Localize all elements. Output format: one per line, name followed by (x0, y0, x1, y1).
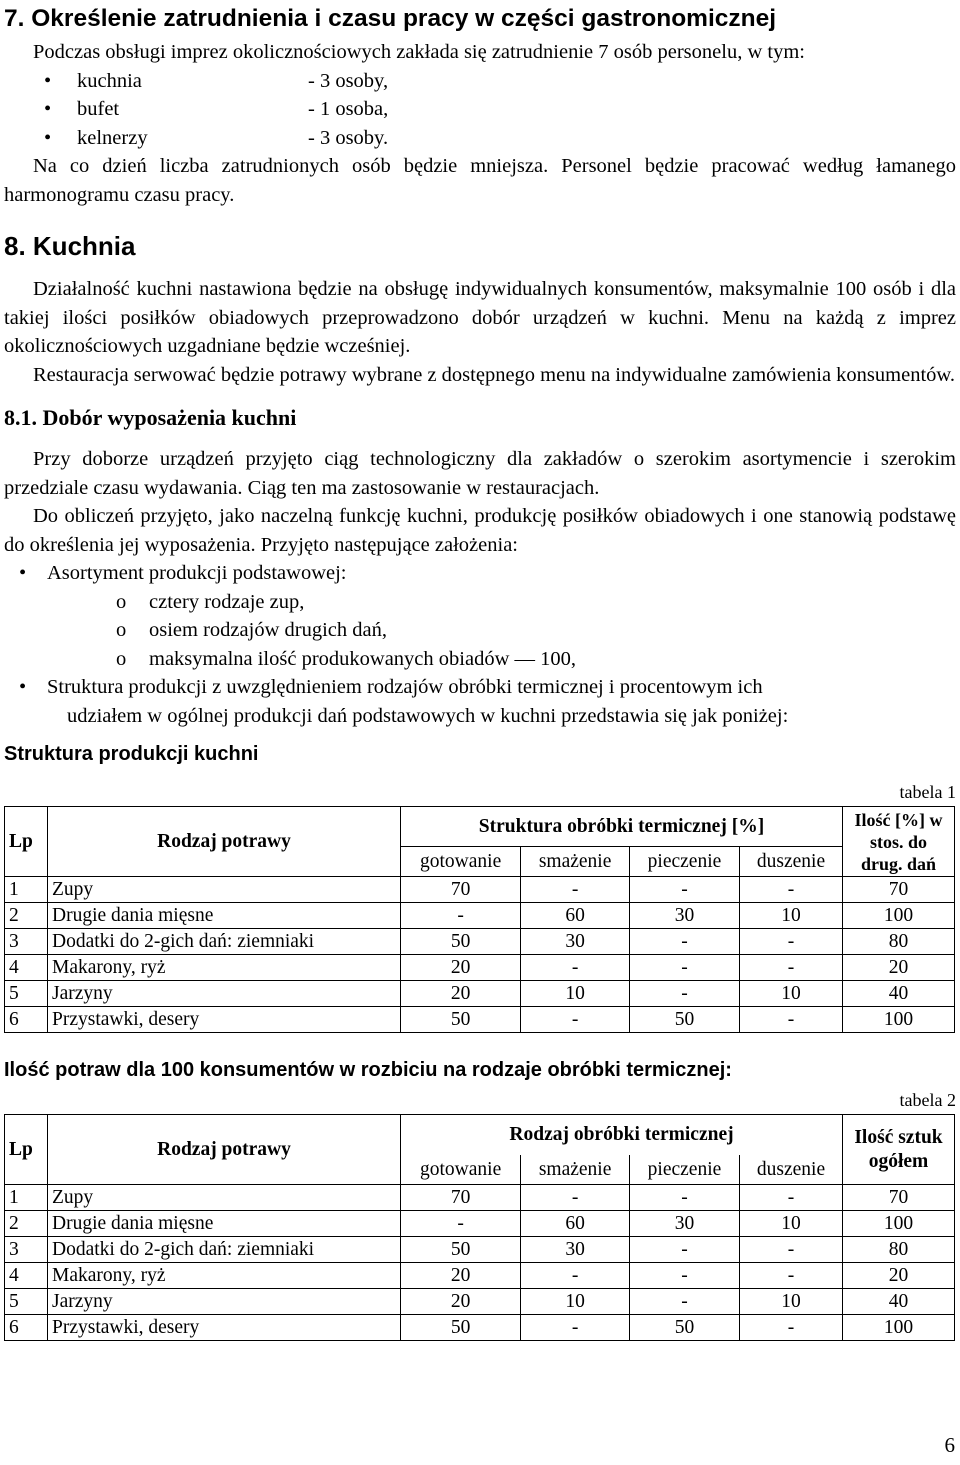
cell-value: - (740, 1185, 843, 1211)
cell-dish: Dodatki do 2-gich dań: ziemniaki (48, 1237, 401, 1263)
list-item (4, 95, 956, 124)
header-boiling: gotowanie (401, 847, 521, 877)
cell-lp: 5 (5, 981, 48, 1007)
table-row (5, 1211, 955, 1237)
cell-value: - (740, 1315, 843, 1341)
staff-count: - 1 osoba, (308, 98, 389, 120)
cell-value: - (740, 1263, 843, 1289)
cell-lp: 6 (5, 1007, 48, 1033)
cell-dish: Zupy (48, 877, 401, 903)
cell-value: 10 (740, 1211, 843, 1237)
cell-value: 20 (401, 1289, 521, 1315)
cell-value: - (740, 1237, 843, 1263)
cell-value: - (629, 1263, 739, 1289)
table-row (5, 903, 955, 929)
section-8-paragraph: Działalność kuchni nastawiona będzie na obsługę indywidualnych konsumentów, maksymalnie 100 osób i dla takiej ilości posiłków obiadowych przeprowadzono dobór urządzeń w kuchni. Menu na każdą z imprez okolicznościowych uzgadniane będzie wcześniej. (4, 278, 956, 357)
table-row (5, 877, 955, 903)
cell-value: 70 (401, 877, 521, 903)
cell-value: - (740, 1007, 843, 1033)
table-row (5, 1263, 955, 1289)
cell-value: 30 (629, 1211, 739, 1237)
cell-value: - (629, 1237, 739, 1263)
cell-dish: Przystawki, desery (48, 1315, 401, 1341)
cell-dish: Zupy (48, 1185, 401, 1211)
assortment-sublist (47, 588, 956, 674)
cell-total: 70 (843, 877, 955, 903)
header-thermal-type: Rodzaj obróbki termicznej (401, 1115, 843, 1155)
document-page (4, 0, 956, 1341)
cell-dish: Makarony, ryż (48, 1263, 401, 1289)
table-2-title: Ilość potraw dla 100 konsumentów w rozbiciu na rodzaje obróbki termicznej: (4, 1059, 732, 1081)
cell-value: 70 (401, 1185, 521, 1211)
section-8-paragraph: Restauracja serwować będzie potrawy wybrane z dostępnego menu na indywidualne zamówienia konsumentów. (33, 363, 955, 386)
cell-value: 50 (629, 1007, 739, 1033)
cell-value: - (629, 1289, 739, 1315)
header-dish-type: Rodzaj potrawy (48, 1115, 401, 1185)
cell-total: 40 (843, 981, 955, 1007)
cell-value: - (629, 1185, 739, 1211)
assumptions-list (4, 559, 956, 730)
cell-value: - (740, 955, 843, 981)
cell-value: - (629, 981, 739, 1007)
table-2-label: tabela 2 (899, 1090, 956, 1110)
sub-item-text: osiem rodzajów drugich dań, (149, 619, 387, 641)
cell-value: 50 (401, 1007, 521, 1033)
cell-total: 100 (843, 903, 955, 929)
section-8-1-paragraph: Do obliczeń przyjęto, jako naczelną funkcję kuchni, produkcję posiłków obiadowych i one stanowią podstawę do określenia jej wyposażenia. Przyjęto następujące założenia: (4, 505, 956, 556)
table-row (5, 929, 955, 955)
table-row (5, 1007, 955, 1033)
cell-value: - (629, 877, 739, 903)
staff-place: bufet (77, 98, 120, 120)
cell-value: 50 (401, 1315, 521, 1341)
cell-value: - (740, 877, 843, 903)
bullet-icon: • (19, 676, 27, 698)
staff-count: - 3 osoby, (308, 69, 389, 92)
header-total-pieces: Ilość sztuk ogółem (843, 1115, 955, 1185)
staff-place: kelnerzy (77, 126, 148, 149)
cell-value: 10 (740, 903, 843, 929)
portions-table (4, 1114, 955, 1341)
section-8-1-heading: 8.1. Dobór wyposażenia kuchni (4, 405, 297, 430)
cell-value: - (521, 877, 630, 903)
staff-list (4, 67, 956, 153)
cell-lp: 6 (5, 1315, 48, 1341)
cell-value: - (401, 903, 521, 929)
list-item (4, 559, 956, 673)
cell-value: 20 (401, 955, 521, 981)
cell-value: - (521, 1263, 630, 1289)
cell-total: 20 (843, 1263, 955, 1289)
cell-dish: Drugie dania mięsne (48, 1211, 401, 1237)
cell-lp: 1 (5, 877, 48, 903)
header-frying: smażenie (521, 847, 630, 877)
cell-lp: 2 (5, 1211, 48, 1237)
cell-total: 70 (843, 1185, 955, 1211)
cell-lp: 3 (5, 929, 48, 955)
cell-value: 30 (629, 903, 739, 929)
cell-value: 10 (521, 1289, 630, 1315)
cell-value: - (401, 1211, 521, 1237)
assumption-text: Struktura produkcji z uwzględnieniem rodzajów obróbki termicznej i procentowym ich (47, 676, 763, 698)
cell-value: 50 (629, 1315, 739, 1341)
cell-total: 20 (843, 955, 955, 981)
staff-count: - 3 osoby. (308, 126, 389, 149)
header-boiling: gotowanie (401, 1155, 521, 1185)
cell-total: 100 (843, 1007, 955, 1033)
sub-item-text: cztery rodzaje zup, (149, 590, 305, 613)
cell-value: 10 (740, 1289, 843, 1315)
cell-value: - (521, 1185, 630, 1211)
cell-value: 10 (521, 981, 630, 1007)
cell-total: 100 (843, 1211, 955, 1237)
section-7-intro: Podczas obsługi imprez okolicznościowych zakłada się zatrudnienie 7 osób personelu, w tym: (33, 41, 805, 63)
cell-value: - (521, 955, 630, 981)
list-item (4, 673, 956, 730)
circle-bullet-icon: o (116, 647, 127, 670)
table-row (5, 955, 955, 981)
cell-lp: 5 (5, 1289, 48, 1315)
production-structure-table (4, 806, 955, 1033)
cell-total: 100 (843, 1315, 955, 1341)
assumption-text: Asortyment produkcji podstawowej: (47, 562, 347, 584)
table-row (5, 1185, 955, 1211)
circle-bullet-icon: o (116, 590, 127, 613)
bullet-icon: • (19, 562, 27, 584)
section-8-heading: 8. Kuchnia (4, 231, 136, 261)
sub-item-text: maksymalna ilość produkowanych obiadów — 100, (149, 647, 577, 670)
cell-total: 80 (843, 929, 955, 955)
assumption-text-continued: udziałem w ogólnej produkcji dań podstawowych w kuchni przedstawia się jak poniżej: (67, 704, 789, 727)
bullet-icon: • (44, 69, 52, 92)
table-1-label: tabela 1 (899, 782, 956, 802)
table-1-title: Struktura produkcji kuchni (4, 743, 259, 765)
cell-value: 30 (521, 1237, 630, 1263)
cell-lp: 2 (5, 903, 48, 929)
header-baking: pieczenie (629, 1155, 739, 1185)
table-row (5, 1237, 955, 1263)
cell-lp: 4 (5, 955, 48, 981)
cell-dish: Drugie dania mięsne (48, 903, 401, 929)
page-number: 6 (944, 1432, 955, 1457)
header-total: Ilość [%] w stos. do drug. dań (843, 807, 955, 877)
table-row (5, 1289, 955, 1315)
cell-value: 50 (401, 929, 521, 955)
section-7-heading: 7. Określenie zatrudnienia i czasu pracy w części gastronomicznej (4, 5, 777, 32)
circle-bullet-icon: o (116, 619, 127, 641)
cell-value: - (629, 929, 739, 955)
list-item (4, 645, 956, 674)
bullet-icon: • (44, 98, 52, 120)
cell-dish: Jarzyny (48, 981, 401, 1007)
cell-total: 80 (843, 1237, 955, 1263)
header-frying: smażenie (521, 1155, 630, 1185)
cell-value: - (521, 1007, 630, 1033)
header-stewing: duszenie (740, 847, 843, 877)
table-row (5, 981, 955, 1007)
cell-dish: Makarony, ryż (48, 955, 401, 981)
header-lp: Lp (5, 1115, 48, 1185)
header-thermal-structure: Struktura obróbki termicznej [%] (401, 807, 843, 847)
bullet-icon: • (44, 126, 52, 149)
header-dish-type: Rodzaj potrawy (48, 807, 401, 877)
list-item (4, 588, 956, 617)
cell-value: 10 (740, 981, 843, 1007)
cell-value: 30 (521, 929, 630, 955)
cell-total: 40 (843, 1289, 955, 1315)
table-row (5, 1315, 955, 1341)
list-item (4, 124, 956, 153)
cell-lp: 1 (5, 1185, 48, 1211)
section-8-1-paragraph: Przy doborze urządzeń przyjęto ciąg technologiczny dla zakładów o szerokim asortymencie i szerokim przedziale czasu wydawania. Ciąg ten ma zastosowanie w restauracjach. (4, 448, 956, 499)
cell-value: - (629, 955, 739, 981)
cell-dish: Dodatki do 2-gich dań: ziemniaki (48, 929, 401, 955)
cell-value: - (740, 929, 843, 955)
header-lp: Lp (5, 807, 48, 877)
cell-value: 60 (521, 1211, 630, 1237)
cell-lp: 4 (5, 1263, 48, 1289)
cell-value: - (521, 1315, 630, 1341)
header-stewing: duszenie (740, 1155, 843, 1185)
cell-dish: Przystawki, desery (48, 1007, 401, 1033)
list-item (4, 616, 956, 645)
list-item (4, 67, 956, 96)
staff-place: kuchnia (77, 69, 142, 92)
section-7-outro: Na co dzień liczba zatrudnionych osób będzie mniejsza. Personel będzie pracować według łamanego harmonogramu czasu pracy. (4, 155, 956, 206)
cell-value: 50 (401, 1237, 521, 1263)
cell-value: 60 (521, 903, 630, 929)
cell-value: 20 (401, 1263, 521, 1289)
header-baking: pieczenie (629, 847, 739, 877)
cell-value: 20 (401, 981, 521, 1007)
cell-dish: Jarzyny (48, 1289, 401, 1315)
cell-lp: 3 (5, 1237, 48, 1263)
